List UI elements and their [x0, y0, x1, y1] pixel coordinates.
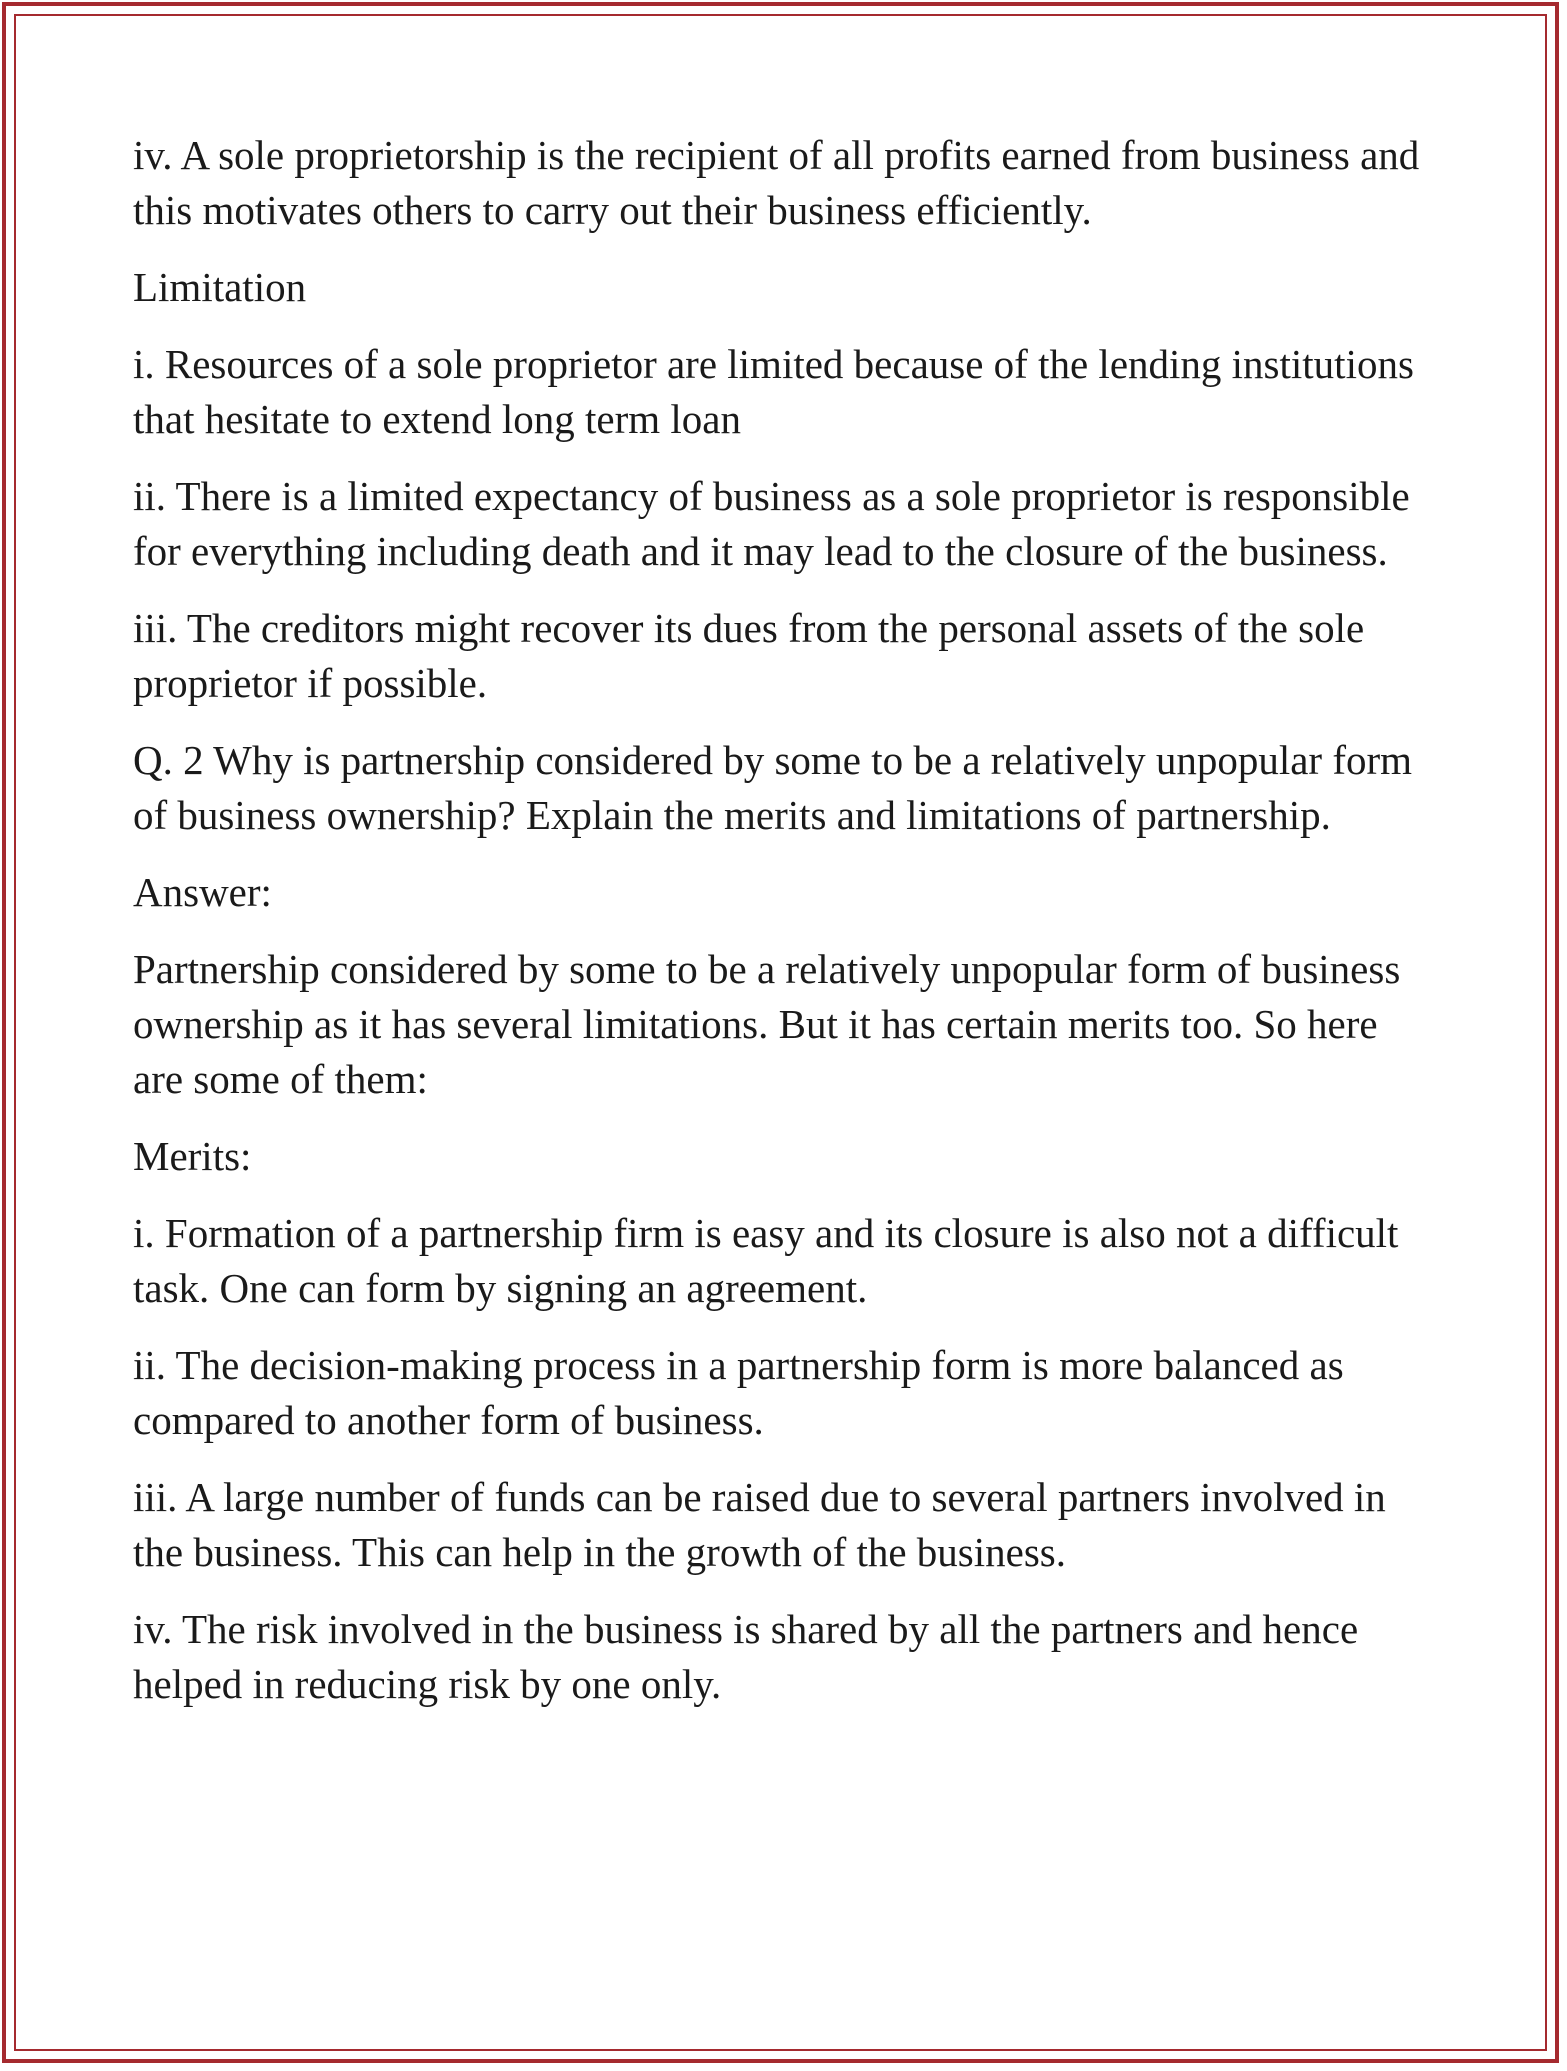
paragraph-merit-i: i. Formation of a partnership firm is easy and its closure is also not a difficult task. One can form by signing an agreement.	[133, 1210, 1399, 1311]
paragraph-limitation-iii: iii. The creditors might recover its dues from the personal assets of the sole proprietor if possible.	[133, 605, 1365, 706]
heading-limitation: Limitation	[133, 264, 307, 310]
paragraph-merit-ii: ii. The decision-making process in a partnership form is more balanced as compared to another form of business.	[133, 1342, 1344, 1443]
paragraph-sole-prop-merit-iv: iv. A sole proprietorship is the recipient of all profits earned from business and this motivates others to carry out their business efficiently.	[133, 132, 1420, 233]
paragraph-limitation-ii: ii. There is a limited expectancy of business as a sole proprietor is responsible for everything including death and it may lead to the closure of the business.	[133, 473, 1410, 574]
paragraph-merit-iv: iv. The risk involved in the business is shared by all the partners and hence helped in reducing risk by one only.	[133, 1606, 1359, 1707]
document-body	[133, 128, 1433, 1734]
heading-merits: Merits:	[133, 1133, 252, 1179]
paragraph-limitation-i: i. Resources of a sole proprietor are limited because of the lending institutions that hesitate to extend long term loan	[133, 341, 1414, 442]
question-2: Q. 2 Why is partnership considered by some to be a relatively unpopular form of business ownership? Explain the merits and limitations of partnership.	[133, 737, 1413, 838]
paragraph-merit-iii: iii. A large number of funds can be raised due to several partners involved in the business. This can help in the growth of the business.	[133, 1474, 1386, 1575]
paragraph-answer-intro: Partnership considered by some to be a relatively unpopular form of business ownership as it has several limitations. But it has certain merits too. So here are some of them:	[133, 946, 1401, 1102]
heading-answer: Answer:	[133, 869, 272, 915]
